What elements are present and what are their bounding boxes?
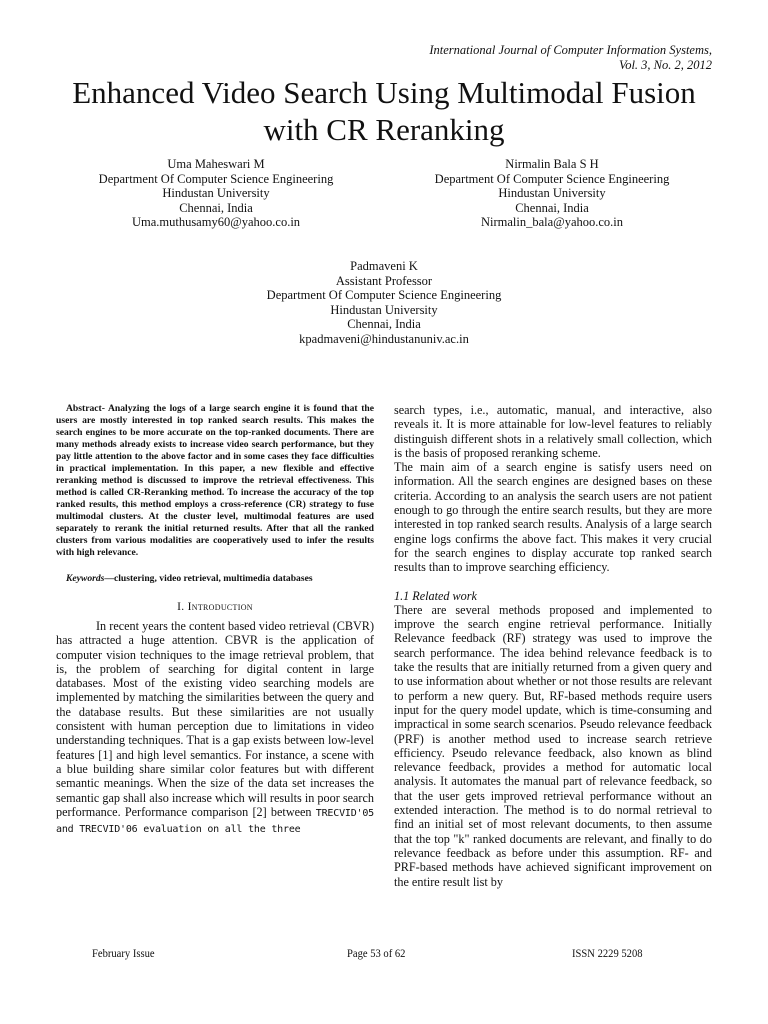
keywords-label: Keywords — [66, 573, 105, 584]
author-block-1 — [56, 157, 376, 230]
author-email: Nirmalin_bala@yahoo.co.in — [480, 215, 624, 230]
subsection-heading-related-work: 1.1 Related work — [394, 588, 477, 603]
author-name: Nirmalin Bala S H — [505, 157, 599, 171]
author-role: Assistant Professor — [335, 273, 433, 288]
section-heading-introduction — [56, 600, 374, 614]
author-university: Hindustan University — [162, 186, 270, 201]
author-block-3 — [204, 259, 564, 347]
footer-issn: ISSN 2229 5208 — [572, 948, 643, 960]
author-university: Hindustan University — [498, 186, 606, 201]
abstract: Abstract- Analyzing the logs of a large search engine it is found that the users are mostly interested in top ranked search results. This makes the search engines to be more accurate on the top-ranked documents. There are many methods already exists to increase video search performance, but they pay little attention to the above factor and in some cases they face difficulties in practical implementation. In this paper, a new flexible and effective reranking method is discussed to improve the retrieval effectiveness. This method is called CR-Reranking method. To increase the accuracy of the top ranked results, this method employs a cross-reference (CR) strategy to fuse multimodal clusters. At the cluster level, multimodal features are used separately to rerank the initial returned results. After that all the ranked clusters from various modalities are cooperatively used to infer the results with high relevance. — [56, 403, 374, 558]
author-department: Department Of Computer Science Engineering — [266, 288, 502, 303]
paragraph-related-work: There are several methods proposed and implemented to improve the search engine retrieval performance. Initially Relevance feedback (RF) strategy was used to improve the search performance. The idea behind relevance feedback is to take the results that are initially returned from a given query and to use information about whether or not those results are relevant to perform a new query. But, RF-based methods require users input for the query model update, which is time-consuming and impractical in some search scenarios. Pseudo relevance feedback (PRF) is another method used to increase search retrieve efficiency. Pseudo relevance feedback, also known as blind relevance feedback, provides a method for automatic local analysis. It automates the manual part of relevance feedback, so that the user gets improved retrieval performance without an extended interaction. The method is to do normal retrieval to find an initial set of most relevant documents, to then assume that the top "k" ranked documents are relevant, and finally to do relevance feedback as before under this assumption. RF- and PRF-based methods have achieved significant improvement on the entire result list by — [394, 602, 712, 889]
left-column — [56, 403, 374, 837]
introduction-text-tail: TRECVID'05 and TRECVID'06 evaluation on all the three — [56, 807, 374, 836]
journal-header — [292, 43, 712, 73]
section-title: Introduction — [187, 601, 253, 613]
title-line-1: Enhanced Video Search Using Multimodal Fusion — [72, 75, 696, 110]
author-email: kpadmaveni@hindustanuniv.ac.in — [299, 331, 469, 346]
paragraph-search-types: search types, i.e., automatic, manual, and interactive, also reveals it. It is more attainable for low-level features to reliably distinguish different shots in a relatively small collection, which is the basis of proposed reranking scheme. — [394, 403, 712, 460]
author-department: Department Of Computer Science Engineering — [434, 171, 670, 186]
keywords-text: —clustering, video retrieval, multimedia databases — [104, 573, 313, 584]
author-name: Padmaveni K — [350, 259, 418, 273]
author-city: Chennai, India — [515, 200, 589, 215]
footer-page-number: Page 53 of 62 — [347, 948, 406, 960]
paper-title — [40, 74, 728, 148]
introduction-text: In recent years the content based video retrieval (CBVR) has attracted a huge attention. CBVR is the application of computer vision techniques to the image retrieval problem, that is, the problem of searching for digital content in large databases. Most of the existing video searching models are implemented by matching the similarities between the query and the database results. But these similarities are not usually consistent with human perception due to limitations in video understanding techniques. That is a gap exists between low-level features [1] and high level semantics. For instance, a scene with a blue building share similar color features but with different semantic meanings. When the size of the data set increases the semantic gap shall also increase which will results in poor search performance. Performance comparison [2] between — [56, 619, 374, 819]
author-email: Uma.muthusamy60@yahoo.co.in — [131, 215, 301, 230]
right-column — [394, 403, 712, 889]
author-department: Department Of Computer Science Engineering — [98, 171, 334, 186]
journal-volume: Vol. 3, No. 2, 2012 — [618, 58, 712, 72]
author-university: Hindustan University — [330, 302, 438, 317]
footer-issue: February Issue — [92, 948, 155, 960]
keywords — [56, 573, 374, 585]
author-city: Chennai, India — [179, 200, 253, 215]
journal-name: International Journal of Computer Information Systems, — [429, 43, 712, 57]
author-block-2 — [390, 157, 714, 230]
introduction-paragraph — [56, 619, 374, 837]
title-line-2: with CR Reranking — [263, 112, 505, 147]
author-city: Chennai, India — [347, 317, 421, 332]
paragraph-search-aim: The main aim of a search engine is satisfy users need on information. All the search engines are designed bases on these criteria. According to an analysis the search users are not patient enough to go through the entire search results, but they are more interested in top ranked search results. Analysis of a large search engine logs confirms the above fact. This makes it very crucial for the search engines to display accurate top ranked search results than to improve searching efficiency. — [394, 460, 712, 575]
author-name: Uma Maheswari M — [167, 157, 265, 171]
section-numeral: I. — [177, 601, 185, 613]
